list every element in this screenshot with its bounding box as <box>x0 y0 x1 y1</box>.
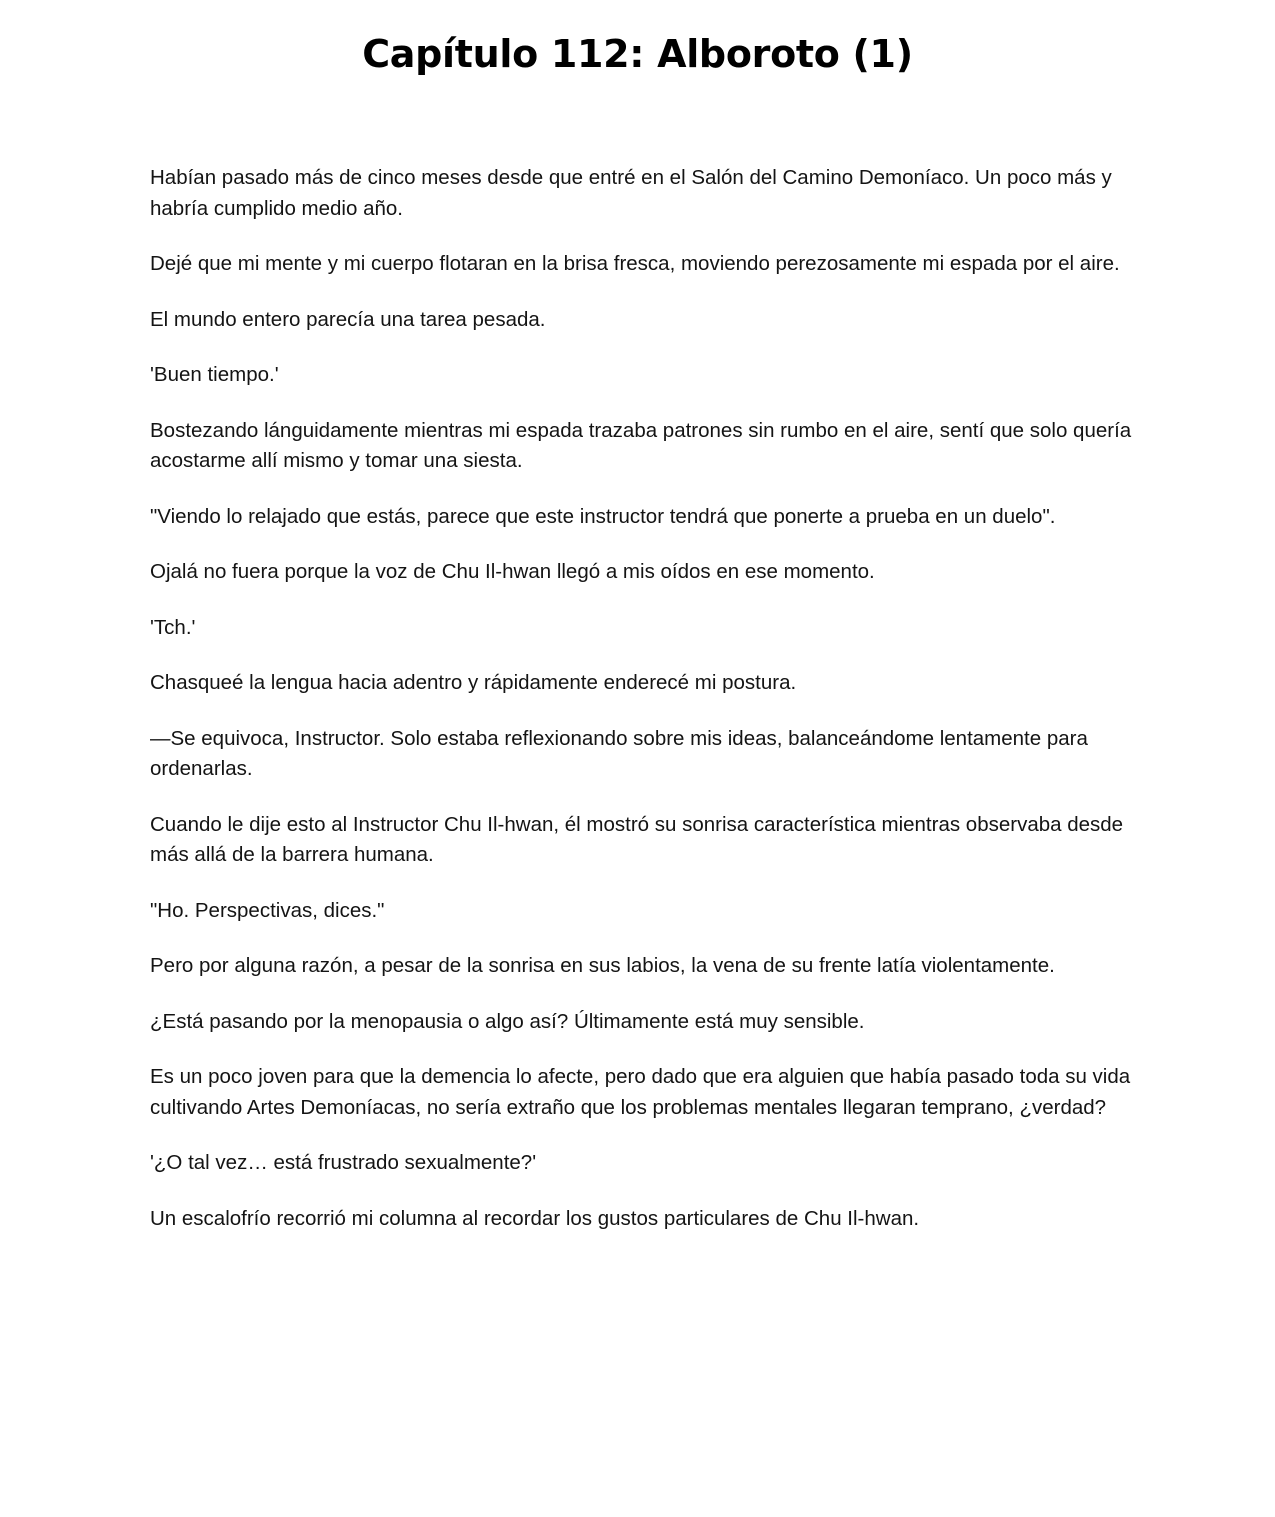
paragraph: 'Tch.' <box>150 615 196 639</box>
chapter-body <box>150 163 1135 1259</box>
paragraph: '¿O tal vez… está frustrado sexualmente?' <box>150 1151 537 1174</box>
paragraph: Habían pasado más de cinco meses desde que entré en el Salón del Camino Demoníaco. Un poco más y habría cumplido medio año. <box>150 166 1112 220</box>
paragraph: Ojalá no fuera porque la voz de Chu Il-hwan llegó a mis oídos en ese momento. <box>150 560 875 583</box>
paragraph: ¿Está pasando por la menopausia o algo así? Últimamente está muy sensible. <box>150 1009 865 1033</box>
paragraph: —Se equivoca, Instructor. Solo estaba reflexionando sobre mis ideas, balanceándome lentamente para ordenarlas. <box>150 726 1088 780</box>
paragraph: Bostezando lánguidamente mientras mi espada trazaba patrones sin rumbo en el aire, sentí que solo quería acostarme allí mismo y tomar una siesta. <box>150 418 1132 472</box>
paragraph: Dejé que mi mente y mi cuerpo flotaran en la brisa fresca, moviendo perezosamente mi espada por el aire. <box>150 252 1120 275</box>
chapter-title: Capítulo 112: Alboroto (1) <box>362 32 913 76</box>
paragraph: Pero por alguna razón, a pesar de la sonrisa en sus labios, la vena de su frente latía violentamente. <box>150 954 1055 977</box>
paragraph: "Viendo lo relajado que estás, parece que este instructor tendrá que ponerte a prueba en un duelo". <box>150 504 1056 528</box>
paragraph: El mundo entero parecía una tarea pesada. <box>150 307 546 331</box>
paragraph: Un escalofrío recorrió mi columna al recordar los gustos particulares de Chu Il-hwan. <box>150 1206 920 1230</box>
paragraph: Cuando le dije esto al Instructor Chu Il-hwan, él mostró su sonrisa característica mientras observaba desde más allá de la barrera humana. <box>150 812 1124 866</box>
paragraph: Chasqueé la lengua hacia adentro y rápidamente enderecé mi postura. <box>150 671 797 694</box>
paragraph: Es un poco joven para que la demencia lo afecte, pero dado que era alguien que había pasado toda su vida cultivando Artes Demoníacas, no sería extraño que los problemas mentales llegaran temprano, ¿verdad? <box>150 1065 1131 1119</box>
paragraph: "Ho. Perspectivas, dices." <box>150 898 385 922</box>
paragraph: 'Buen tiempo.' <box>150 363 279 386</box>
